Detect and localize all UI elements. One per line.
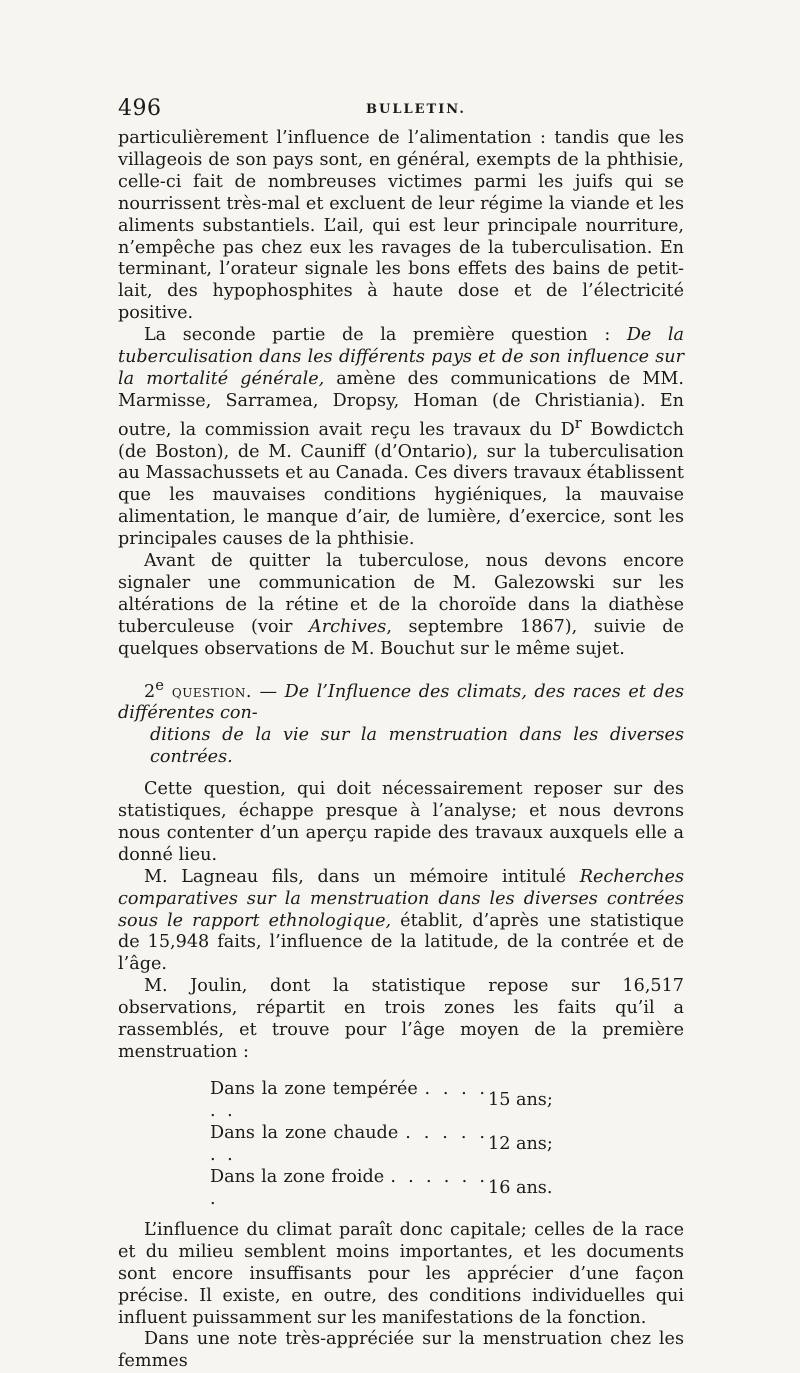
page-body [118,128,684,1373]
table-row: Dans la zone tempérée . . . . . . 15 ans; [210,1078,553,1121]
table-row: Dans la zone froide . . . . . . . 16 ans. [210,1166,553,1209]
table-row: Dans la zone chaude . . . . . . . 12 ans; [210,1122,553,1165]
paragraph-lagneau: M. Lagneau fils, dans un mémoire intitulé Recherches comparatives sur la menstruation dans les diverses contrées sous le rapport ethnologique, établit, d’après une statistique de 15,948 faits, l’influence de la latitude, de la contrée et de l’âge. [118,866,684,975]
paragraph-climate: L’influence du climat paraît donc capitale; celles de la race et du milieu semblent moins importantes, et les documents sont encore insuffisants pour les apprécier d’une façon précise. Il existe, en outre, des conditions individuelles qui influent puissamment sur les manifestations de la fonction. [118,1219,684,1328]
zone-age-table [210,1078,553,1210]
page-header [118,96,684,126]
paragraph-continued: particulièrement l’influence de l’alimentation : tandis que les villageois de son pays sont, en général, exempts de la phthisie, celle-ci fait de nombreuses victimes parmi les juifs qui se nourrissent très-mal et excluent de leur régime la viande et les aliments substantiels. L’ail, qui est leur principale nourriture, n’empêche pas chez eux les ravages de la tuberculisation. En terminant, l’orateur signale les bons effets des bains de petit-lait, des hypophosphites à haute dose et de l’électricité positive. [118,128,684,324]
question-heading: 2e question. — De l’Influence des climats, des races et des différentes con- ditions de la vie sur la menstruation dans les diverses contrées. [118,676,685,768]
paragraph-note: Dans une note très-appréciée sur la menstruation chez les femmes [118,1329,684,1372]
paragraph-question-intro: Cette question, qui doit nécessairement reposer sur des statistiques, échappe presque à l’analyse; et nous devrons nous contenter d’un aperçu rapide des travaux auxquels elle a donné lieu. [118,779,684,865]
paragraph-joulin: M. Joulin, dont la statistique repose sur 16,517 observations, répartit en trois zones les faits qu’il a rassemblés, et trouve pour l’âge moyen de la première menstruation : [118,976,684,1062]
page-number: 496 [118,96,162,121]
running-title: BULLETIN. [366,102,466,117]
paragraph-tuberculisation: La seconde partie de la première question : De la tuberculisation dans les différents pays et de son influence sur la mortalité générale, amène des communications de MM. Marmisse, Sarramea, Dropsy, Homan (de Christiania). En outre, la commission avait reçu les travaux du $D^r$ Bowdictch (de Boston), de M. Cauniff (d’Ontario), sur la tuberculisation au Massachussets et au Canada. Ces divers travaux établissent que les mauvaises conditions hygiéniques, la mauvaise alimentation, le manque d’air, de lumière, d’exercice, sont les principales causes de la phthisie. [118,325,685,550]
paragraph-galezowski: Avant de quitter la tuberculose, nous devons encore signaler une communication de M. Galezowski sur les altérations de la rétine et de la choroïde dans la diathèse tuberculeuse (voir Archives, septembre 1867), suivie de quelques observations de M. Bouchut sur le même sujet. [118,551,684,659]
